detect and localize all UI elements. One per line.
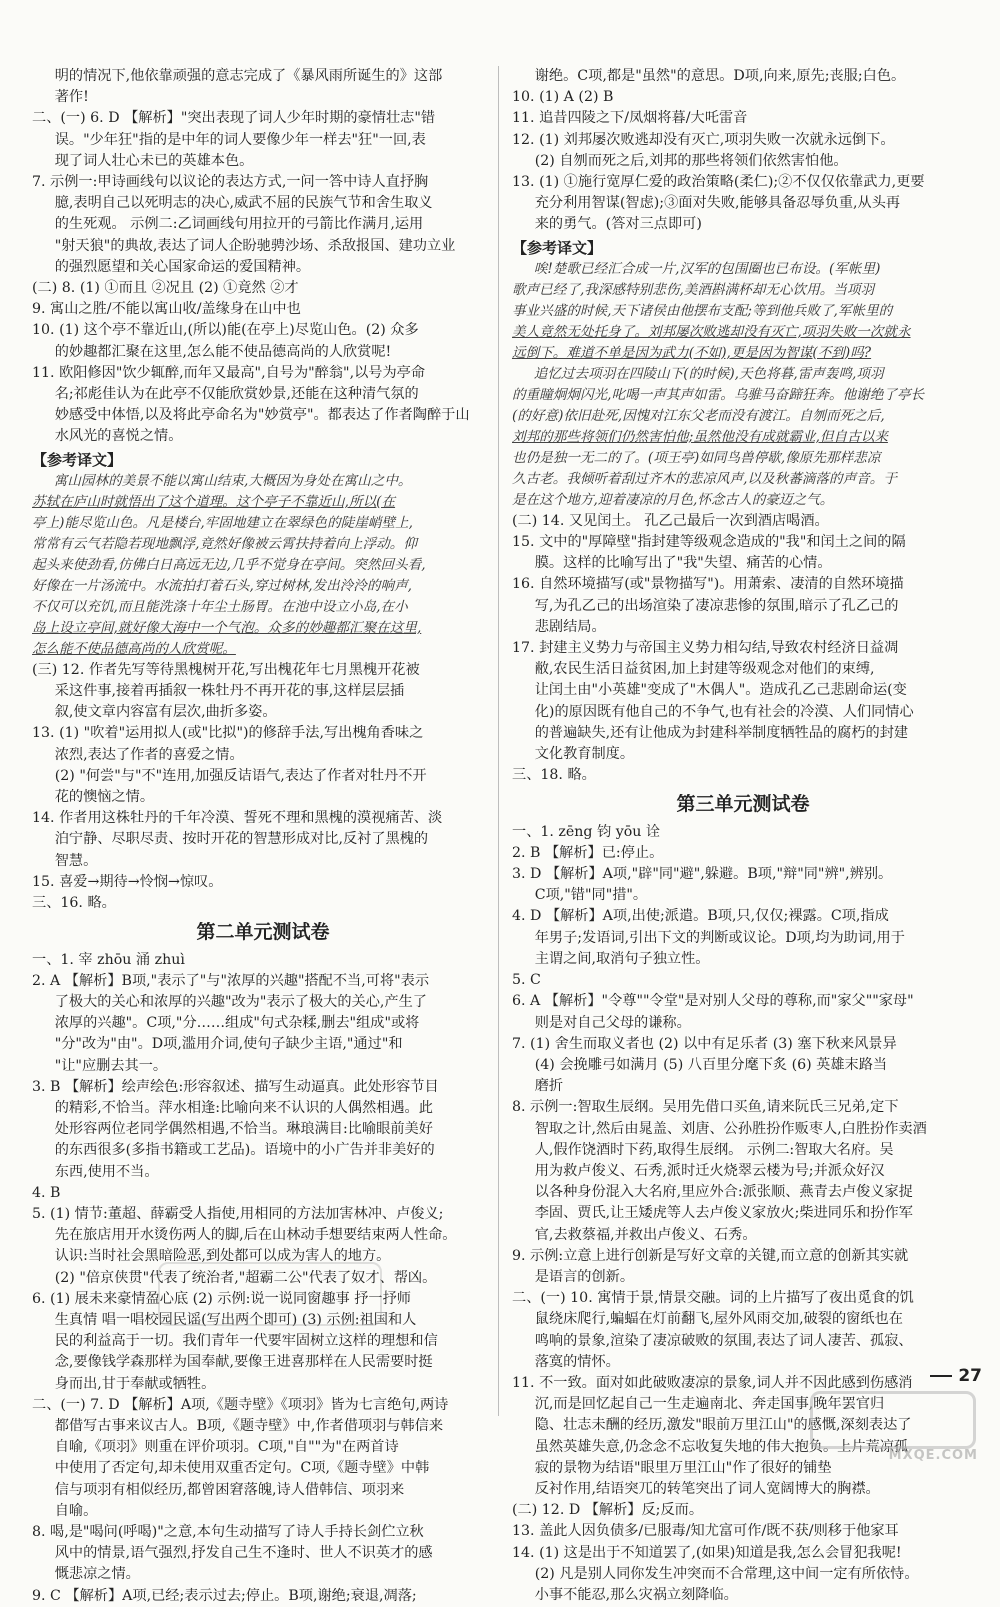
translation-line: 好像在一片汤流中。水流拍打着石头,穿过树林,发出泠泠的响声, [32, 577, 412, 594]
answer-line: 的东西很多(多指书籍或工艺品)。语境中的小广告并非美好的 [54, 1142, 435, 1159]
translation-line: 起头来使劲看,仿佛白日高远无边,几乎不觉身在亭间。突然回头看, [32, 556, 426, 573]
translation-line: 苏轼在庐山时就悟出了这个道理。这个亭子不靠近山,所以(在 [32, 493, 396, 510]
answer-line: 13. 盖此人因负债多/已服毒/知尤富可作/既不获/则移于他家耳 [512, 1523, 899, 1540]
answer-line: 现了词人壮心未已的英雄本色。 [54, 152, 254, 169]
answer-line: 叙,使文章内容富有层次,曲折多姿。 [54, 704, 277, 721]
answer-line: 是语言的创新。 [534, 1268, 635, 1285]
answer-line: 14. 作者用这株牡丹的千年冷漠、誓死不理和黑槐的漠视痛苦、淡 [32, 810, 443, 827]
answer-line: 身而出,甘于奉献或牺牲。 [54, 1375, 216, 1392]
answer-line: 智取之计,然后由晁盖、刘唐、公孙胜扮作贩枣人,白胜扮作卖酒 [534, 1120, 927, 1137]
answer-line: (4) 会挽雕弓如满月 (5) 八百里分麾下炙 (6) 英雄末路当 [534, 1056, 888, 1073]
answer-line: 11. 追昔四陵之下/凤烟将暮/大吒雷音 [512, 110, 748, 127]
answer-line: 误。"少年狂"指的是中年的词人要像少年一样去"狂"一回,表 [54, 131, 426, 148]
answer-line: 认识:当时社会黑暗险恶,到处都可以成为害人的地方。 [54, 1248, 391, 1265]
answer-line: 5. (1) 情节:董超、薛霸受人指使,用相同的方法加害林冲、卢俊义; [32, 1205, 444, 1222]
answer-line: 采这件事,接着再插叙一株牡丹不再开花的事,这样层层插 [54, 683, 405, 700]
answer-line: 的精彩,不恰当。萍水相逢:比喻向来不认识的人偶然相遇。此 [54, 1099, 433, 1116]
answer-line: 悲剧结局。 [534, 618, 606, 635]
answer-line: 7. (1) 舍生而取义者也 (2) 以中有足乐者 (3) 塞下秋来风景异 [512, 1035, 897, 1052]
answer-line: 充分利用智谋(智虑);③面对失败,能够具备忍辱负重,从头再 [534, 195, 901, 212]
answer-line: 6. A 【解析】"令尊""令堂"是对别人父母的尊称,而"家父""家母" [512, 993, 914, 1010]
answer-line: 11. 不一致。面对如此破败凄凉的景象,词人并不因此感到伤感消 [512, 1374, 913, 1391]
answer-line: "让"应删去其一。 [54, 1057, 168, 1074]
answer-line: (二) 8. (1) ①而且 ②况且 (2) ①竟然 ②才 [32, 280, 299, 297]
answer-line: 智慧。 [54, 852, 98, 869]
answer-line: 三、18. 略。 [512, 767, 596, 784]
translation-line: 的重瞳炯炯闪光,叱喝一声其声如雷。乌骓马奋蹄狂奔。他谢绝了亭长 [512, 386, 925, 403]
answer-line: 谢绝。C项,都是"虽然"的意思。D项,向来,原先;丧服;白色。 [534, 68, 906, 84]
answer-line: 的普遍缺失,还有让他成为封建科举制度牺牲品的腐朽的封建 [534, 724, 909, 741]
answer-line: 沉,而是回忆起自己一生走遍南北、奔走国事,晚年罢官归 [534, 1396, 885, 1413]
answer-line: 2. A 【解析】B项,"表示了"与"浓厚的兴趣"搭配不当,可将"表示 [32, 972, 430, 989]
answer-line: (2) 凡是别人同你发生冲突而不合常理,这中间一定有所依恃。 [534, 1565, 919, 1582]
answer-line: 敝,农民生活日益贫困,加上封建等级观念对他们的束缚, [534, 661, 875, 678]
answer-line: 16. 自然环境描写(或"景物描写")。用萧索、凄清的自然环境描 [512, 576, 904, 593]
answer-line: 文化教育制度。 [534, 746, 635, 763]
answer-line: 都借写古事来议古人。B项,《题寺壁》中,作者借项羽与韩信来 [54, 1417, 444, 1434]
answer-line: 小事不能忍,那么灾祸立刻降临。 [534, 1586, 738, 1603]
translation-line: 寓山园林的美景不能以寓山结束,大概因为身处在寓山之中。 [53, 472, 412, 489]
watermark-logo [806, 1391, 986, 1463]
answer-line: (2) "何尝"与"不"连用,加强反诘语气,表达了作者对牡丹不开 [54, 767, 427, 784]
answer-line: 自喻,《项羽》则重在评价项羽。C项,"自""为"在两首诗 [54, 1439, 399, 1456]
answer-line: 明的情况下,他依靠顽强的意志完成了《暴风雨所诞生的》这部 [54, 68, 443, 84]
translation-line: 是在这个地方,迎着凄凉的月色,怀念古人的豪迈之气。 [512, 491, 834, 508]
left-column [32, 66, 494, 1607]
answer-line: 慨悲凉之情。 [54, 1566, 140, 1583]
answer-line: 信与项羽有相似经历,都曾困窘落魄,诗人借韩信、项羽来 [54, 1481, 405, 1498]
reference-translation-heading: 【参考译文】 [32, 450, 123, 469]
watermark-text: MXQE.COM [888, 1448, 978, 1463]
translation-line: 常常有云气若隐若现地飘浮,竟然好像被云霄扶持着向上浮动。仰 [32, 535, 417, 552]
answer-line: 磨折 [534, 1078, 564, 1095]
answer-line: 了极大的关心和浓厚的兴趣"改为"表示了极大的关心,产生了 [54, 993, 427, 1010]
answer-line: 臆,表明自己以死明志的决心,威武不屈的民族气节和舍生取义 [54, 195, 433, 212]
answer-line: 泊宁静、尽职尽责、按时开花的智慧形成对比,反衬了黑槐的 [54, 831, 429, 848]
answer-line: 风中的情景,语气强烈,抒发自己生不逢时、世人不识英才的感 [54, 1545, 433, 1562]
page-number: 27 [930, 1366, 982, 1386]
answer-line: 妙感受中体悟,以及将此亭命名为"妙赏亭"。都表达了作者陶醉于山 [54, 407, 470, 424]
answer-line: 主谓之间,取消句子独立性。 [534, 950, 710, 967]
answer-line: 隐、壮志未酬的经历,激发"眼前万里江山"的感慨,深刻表达了 [534, 1417, 912, 1434]
answer-line: 6. (1) 展未来豪情盈心底 (2) 示例:说一说同窗趣事 抒一抒师 [32, 1290, 411, 1307]
translation-line: 怎么能不使品德高尚的人欣赏呢。 [32, 640, 236, 657]
answer-line: 化)的原因既有他自己的不争气,也有社会的冷漠、人们同情心 [534, 703, 914, 720]
answer-line: 念,要像钱学森那样为国奉献,要像王进喜那样在人民需要时挺 [54, 1354, 433, 1371]
answer-line: 用为救卢俊义、石秀,派时迁火烧翠云楼为号;并派众好汉 [534, 1162, 885, 1179]
translation-line: 刘邦的那些将领们仍然害怕他;虽然他没有成就霸业,但自古以来 [512, 428, 888, 445]
answer-line: 4. D 【解析】A项,出使;派遣。B项,只,仅仅;裸露。C项,指成 [512, 908, 889, 925]
section-title: 第二单元测试卷 [196, 922, 330, 944]
answer-line: 处形容两位老同学偶然相遇,不恰当。琳琅满目:比喻眼前美好 [54, 1121, 433, 1138]
answer-line: 二、(一) 6. D 【解析】"突出表现了词人少年时期的豪情壮志"错 [32, 110, 436, 127]
answer-line: 13. (1) ①施行宽厚仁爱的政治策略(柔仁);②不仅仅依靠武力,更要 [512, 174, 925, 191]
answer-line: (二) 12. D 【解析】反;反而。 [512, 1502, 704, 1519]
answer-line: 浓烈,表达了作者的喜爱之情。 [54, 746, 244, 763]
watermark-badge-icon [810, 1391, 976, 1449]
translation-line: 美人竟然无处托身了。刘邦屡次败逃却没有灭亡,项羽失败一次就永 [512, 323, 911, 340]
answer-line: 以各种身份混入大名府,里应外合:派张顺、燕青去卢俊义家捉 [534, 1184, 913, 1201]
answer-line: 虽然英雄失意,仍念念不忘收复失地的伟大抱负。上片荒凉孤 [534, 1438, 909, 1455]
answer-line: 寂的景物为结语"眼里万里江山"作了很好的铺垫 [534, 1459, 832, 1476]
answer-line: 年男子;发语词,引出下文的判断或议论。D项,均为助词,用于 [534, 929, 905, 946]
answer-line: 9. C 【解析】A项,已经;表示过去;停止。B项,谢绝;衰退,凋落; [32, 1587, 417, 1604]
answer-line: 5. C [512, 972, 541, 989]
answer-line: 膜。这样的比喻写出了"我"失望、痛苦的心情。 [534, 555, 832, 572]
answer-line: 写,为孔乙己的出场渲染了凄凉悲惨的氛围,暗示了孔乙己的 [534, 597, 899, 614]
answer-line: 4. B [32, 1184, 61, 1201]
answer-line: 二、(一) 7. D 【解析】A项,《题寺壁》《项羽》皆为七言绝句,两诗 [32, 1396, 449, 1413]
answer-line: 鼠绕床爬行,蝙蝠在灯前翻飞,屋外风雨交加,破裂的窗纸也在 [534, 1311, 903, 1328]
translation-line: 不仅可以充饥,而且能洗涤十年尘土肠胃。在池中设立小岛,在小 [32, 598, 408, 615]
answer-line: 3. B 【解析】绘声绘色:形容叙述、描写生动逼真。此处形容节目 [32, 1078, 439, 1095]
answer-line: 中使用了否定句,却未使用双重否定句。C项,《题寺壁》中韩 [54, 1460, 430, 1477]
answer-line: "分"改为"由"。D项,滥用介词,使句子缺少主语,"通过"和 [54, 1036, 403, 1053]
answer-line: 先在旅店用开水烫伤两人的脚,后在山林动手想要结束两人性命。 [54, 1227, 457, 1244]
answer-line: 自喻。 [54, 1502, 98, 1519]
answer-line: 民的利益高于一切。我们青年一代要牢固树立这样的理想和信 [54, 1333, 438, 1350]
translation-line: 也仍是独一无二的了。(项王亭)如同鸟兽停歇,像原先那样悲凉 [512, 449, 881, 466]
answer-line: (三) 12. 作者先写等待黑槐树开花,写出槐花年七月黑槐开花被 [32, 661, 420, 678]
answer-line: 的生死观。 示例二:乙词画线句用拉开的弓箭比作满月,运用 [54, 216, 424, 233]
answer-line: (2) "倍京侠贯"代表了统治者,"超霸二公"代表了奴才、帮凶。 [54, 1269, 437, 1286]
answer-line: 来的勇气。(答对三点即可) [534, 216, 702, 233]
answer-line: 3. D 【解析】A项,"辟"同"避",躲避。B项,"辩"同"辨",辨别。 [512, 866, 893, 883]
answer-line: 7. 示例一:甲诗画线句以议论的表达方式,一问一答中诗人直抒胸 [32, 174, 429, 191]
answer-line: 官,去救蔡福,并救出卢俊义、石秀。 [534, 1226, 757, 1243]
answer-line: 2. B 【解析】已:停止。 [512, 844, 664, 861]
reference-translation-heading: 【参考译文】 [512, 238, 603, 257]
answer-line: 生真情 唱一唱校园民谣(写出两个即可) (3) 示例:祖国和人 [54, 1311, 417, 1328]
answer-line: C项,"错"同"措"。 [534, 887, 648, 904]
answer-line: (2) 自刎而死之后,刘邦的那些将领们依然害怕他。 [534, 152, 848, 169]
answer-line: 8. 示例一:智取生辰纲。吴用先借口买鱼,请来阮氏三兄弟,定下 [512, 1099, 899, 1116]
answer-line: 三、16. 略。 [32, 895, 116, 912]
translation-line: 追忆过去项羽在四陵山下(的时候),天色将暮,雷声轰鸣,项羽 [533, 365, 884, 382]
translation-line: (的好意)依旧赴死,因愧对江东父老而没有渡江。自刎而死之后, [512, 407, 885, 424]
answer-line: 8. 喝,是"喝问(呼喝)"之意,本句生动描写了诗人手持长剑伫立秋 [32, 1523, 424, 1540]
answer-line: 的强烈愿望和关心国家命运的爱国精神。 [54, 258, 311, 275]
translation-line: 亭上)能尽览山色。凡是楼台,牢固地建立在翠绿色的陡崖峭壁上, [32, 514, 413, 531]
answer-line: 11. 欧阳修因"饮少辄醉,而年又最高",自号为"醉翁",以号为亭命 [32, 364, 426, 381]
answer-line: 10. (1) 这个亭不靠近山,(所以)能(在亭上)尽览山色。(2) 众多 [32, 322, 419, 339]
answer-line: 9. 寓山之胜/不能以寓山收/盖缘身在山中也 [32, 301, 301, 318]
translation-line: 岛上设立亭间,就好像大海中一个气泡。众多的妙趣都汇聚在这里, [32, 619, 422, 636]
answer-line: 东西,使用不当。 [54, 1163, 159, 1180]
answer-line: 10. (1) A (2) B [512, 89, 614, 106]
answer-line: 一、1. zēng 钧 yōu 诠 [512, 823, 661, 840]
translation-line: 远倒下。难道不单是因为武力(不如),更是因为智谋(不到)吗? [512, 344, 872, 361]
answer-line: (二) 14. 又见闰土。 孔乙己最后一次到酒店喝酒。 [512, 512, 829, 529]
answer-line: 落寞的情怀。 [534, 1353, 620, 1370]
translation-line: 歌声已经了,我深感特别悲伤,美酒斟满杯却无心饮用。当项羽 [512, 281, 875, 298]
faint-watermark-logo [158, 1262, 382, 1326]
translation-line: 久古老。我倾听着刮过齐木的悲凉风声,以及秋蕃滴落的声音。于 [512, 470, 897, 487]
answer-line: 水风光的喜悦之情。 [54, 428, 183, 445]
answer-line: 让闰土由"小英雄"变成了"木偶人"。造成孔乙己悲剧命运(变 [534, 682, 907, 699]
answer-line: 李固、贾氏,让王矮虎等人去卢俊义家放火;柴进同乐和扮作军 [534, 1205, 913, 1222]
answer-line: 13. (1) "吹着"运用拟人(或"比拟")的修辞手法,写出槐角香味之 [32, 725, 424, 742]
answer-line: 二、(一) 10. 寓情于景,情景交融。词的上片描写了夜出觅食的饥 [512, 1290, 914, 1307]
answer-line: 9. 示例:立意上进行创新是写好文章的关键,而立意的创新其实就 [512, 1247, 909, 1264]
answer-line: 名;祁彪佳认为在此亭不仅能欣赏妙景,还能在这种清气氛的 [54, 386, 419, 403]
answer-line: 反衬作用,结语突兀的转笔突出了词人宽阔博大的胸襟。 [534, 1480, 880, 1497]
answer-line: 15. 文中的"厚障壁"指封建等级观念造成的"我"和闰土之间的隔 [512, 534, 906, 551]
answer-line: 花的懊恼之情。 [54, 789, 155, 806]
answer-line: 12. (1) 刘邦屡次败逃却没有灭亡,项羽失败一次就永远倒下。 [512, 131, 895, 148]
column-divider [498, 66, 499, 1416]
answer-line: 的妙趣都汇聚在这里,怎么能不使品德高尚的人欣赏呢! [54, 343, 392, 360]
translation-line: 事业兴盛的时候,天下诸侯由他摆布支配;等到他兵败了,军帐里的 [512, 302, 893, 319]
answer-line: 鸣响的景象,渲染了凄凉破败的氛围,表达了词人凄苦、孤寂、 [534, 1332, 913, 1349]
answer-line: 著作! [54, 89, 89, 106]
answer-line: 人,假作饶酒时下药,取得生辰纲。 示例二:智取大名府。吴 [534, 1141, 894, 1158]
right-column [512, 66, 974, 1606]
answer-line: 15. 喜爱→期待→怜悯→惊叹。 [32, 873, 223, 890]
answer-line: 则是对自己父母的谦称。 [534, 1014, 691, 1031]
answer-line: 14. (1) 这是出于不知道罢了,(如果)知道是我,怎么会冒犯我呢! [512, 1544, 902, 1561]
translation-line: 唉!楚歌已经汇合成一片,汉军的包围圈也已布设。(军帐里) [533, 260, 881, 277]
answer-line: "射天狼"的典故,表达了词人企盼驰骋沙场、杀敌报国、建功立业 [54, 237, 456, 254]
answer-line: 17. 封建主义势力与帝国主义势力相勾结,导致农村经济日益凋 [512, 640, 899, 657]
answer-line: 一、1. 宰 zhōu 涌 zhuì [32, 951, 185, 968]
section-title: 第三单元测试卷 [676, 794, 810, 816]
answer-line: 浓厚的兴趣"。C项,"分……组成"句式杂糅,删去"组成"或将 [54, 1015, 420, 1032]
